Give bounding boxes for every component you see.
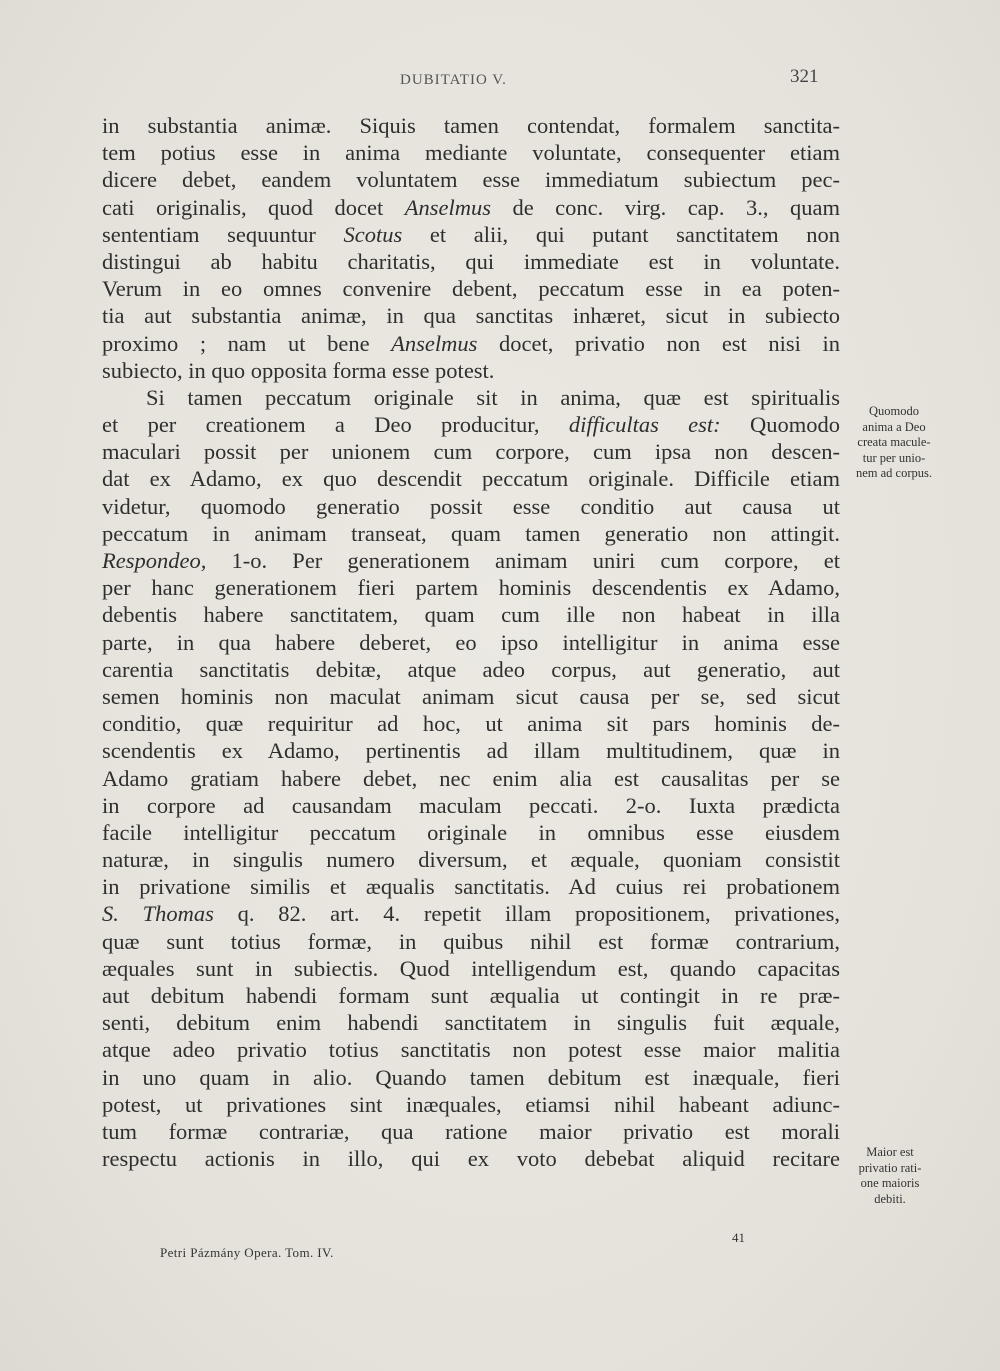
text-line	[102, 1064, 840, 1091]
text-segment: de conc. virg. cap. 3., quam	[490, 194, 840, 220]
text-line	[102, 1009, 840, 1036]
text-segment: conditio, quæ requiritur ad hoc, ut anima sit pars hominis de-	[102, 711, 840, 737]
text-line	[102, 493, 840, 520]
text-segment: et per creationem a Deo producitur,	[102, 412, 569, 438]
text-segment: Verum in eo omnes convenire debent, peccatum esse in ea poten-	[102, 276, 840, 302]
text-line	[102, 928, 840, 955]
text-line	[102, 574, 840, 601]
text-segment: tum formæ contrariæ, qua ratione maior privatio est morali	[102, 1118, 840, 1144]
text-line	[102, 248, 840, 275]
text-line	[102, 465, 840, 492]
text-segment: sententiam sequuntur	[102, 221, 344, 247]
text-segment: debentis habere sanctitatem, quam cum ille non habeat in illa	[102, 602, 840, 628]
text-line	[102, 792, 840, 819]
text-segment: aut debitum habendi formam sunt æqualia ut contingit in re præ-	[102, 983, 840, 1008]
text-segment: carentia sanctitatis debitæ, atque adeo corpus, aut generatio, aut	[102, 656, 840, 682]
italic-citation: Anselmus	[391, 330, 478, 356]
text-line	[102, 1091, 840, 1118]
text-segment: 1-o. Per generationem animam uniri cum corpore, et	[206, 548, 840, 573]
text-line	[102, 221, 840, 248]
text-segment: per hanc generationem fieri partem hominis descendentis ex Adamo,	[102, 575, 840, 601]
text-segment: proximo ; nam ut bene	[102, 330, 392, 356]
text-segment: scendentis ex Adamo, pertinentis ad illam multitudinem, quæ in	[102, 738, 840, 764]
text-line	[102, 683, 840, 710]
text-line	[102, 166, 840, 193]
text-segment: dat ex Adamo, ex quo descendit peccatum originale. Difficile etiam	[102, 466, 840, 492]
printer-signature: Petri Pázmány Opera. Tom. IV.	[160, 1245, 334, 1260]
text-line	[102, 1145, 840, 1172]
text-line	[102, 955, 840, 982]
text-line	[102, 656, 840, 683]
text-line	[102, 384, 840, 411]
text-line	[102, 873, 840, 900]
text-segment: semen hominis non maculat animam sicut causa per se, sed sicut	[102, 683, 840, 709]
text-segment: q. 82. art. 4. repetit illam propositionem, privationes,	[213, 901, 840, 927]
italic-citation: Respondeo,	[102, 548, 207, 573]
text-segment: et alii, qui putant sanctitatem non	[402, 221, 840, 247]
text-segment: Adamo gratiam habere debet, nec enim alia est causalitas per se	[102, 765, 840, 791]
italic-citation: Anselmus	[404, 194, 491, 220]
italic-citation: Scotus	[343, 221, 403, 247]
text-line	[102, 900, 840, 927]
text-segment: facile intelligitur peccatum originale in omnibus esse eiusdem	[102, 819, 840, 845]
text-line	[102, 629, 840, 656]
text-segment: quæ sunt totius formæ, in quibus nihil est formæ contrarium,	[102, 928, 840, 954]
margin-note-maior-est: Maior est privatio rati- one maioris debiti.	[858, 1145, 922, 1206]
text-segment: æquales sunt in subiectis. Quod intelligendum est, quando capacitas	[102, 955, 840, 981]
body-text	[102, 112, 840, 1172]
text-segment: videtur, quomodo generatio possit esse conditio aut causa ut	[102, 493, 840, 519]
text-line	[102, 737, 840, 764]
text-segment: docet, privatio non est nisi in	[477, 330, 840, 356]
text-line	[102, 601, 840, 628]
text-line	[102, 194, 840, 221]
text-line	[102, 982, 840, 1009]
text-line	[102, 330, 840, 357]
text-segment: in corpore ad causandam maculam peccati. 2-o. Iuxta prædicta	[102, 792, 840, 818]
text-segment: naturæ, in singulis numero diversum, et æquale, quoniam consistit	[102, 847, 840, 873]
text-line	[102, 438, 840, 465]
text-line	[102, 357, 840, 384]
text-segment: in uno quam in alio. Quando tamen debitum est inæquale, fieri	[102, 1064, 840, 1090]
text-line	[102, 1036, 840, 1063]
italic-citation: S. Thomas	[102, 901, 214, 927]
text-segment: in substantia animæ. Siquis tamen contendat, formalem sanctita-	[102, 113, 840, 138]
text-line	[102, 765, 840, 792]
text-line	[102, 275, 840, 302]
text-segment: Si tamen peccatum originale sit in anima, quæ est spiritualis	[146, 384, 840, 410]
text-line	[102, 710, 840, 737]
text-segment: cati originalis, quod docet	[102, 194, 405, 220]
text-segment: atque adeo privatio totius sanctitatis non potest esse maior malitia	[102, 1037, 840, 1063]
sheet-number: 41	[732, 1230, 745, 1245]
text-segment: respectu actionis in illo, qui ex voto debebat aliquid recitare	[102, 1146, 840, 1172]
text-line	[102, 520, 840, 547]
text-line	[102, 547, 840, 574]
text-segment: dicere debet, eandem voluntatem esse immediatum subiectum pec-	[102, 167, 840, 193]
text-segment: parte, in qua habere deberet, eo ipso intelligitur in anima esse	[102, 629, 840, 655]
running-head: DUBITATIO V.	[400, 72, 507, 88]
italic-citation: difficultas est:	[568, 412, 721, 438]
text-segment: senti, debitum enim habendi sanctitatem in singulis fuit æquale,	[102, 1010, 840, 1036]
text-segment: in privatione similis et æqualis sanctitatis. Ad cuius rei probationem	[102, 874, 840, 900]
text-line	[102, 139, 840, 166]
text-line	[102, 846, 840, 873]
text-segment: tem potius esse in anima mediante voluntate, consequenter etiam	[102, 140, 840, 166]
text-segment: subiecto, in quo opposita forma esse potest.	[102, 357, 495, 383]
text-segment: Quomodo	[720, 412, 840, 438]
text-line	[102, 1118, 840, 1145]
text-segment: peccatum in animam transeat, quam tamen generatio non attingit.	[102, 520, 840, 546]
text-segment: potest, ut privationes sint inæquales, etiamsi nihil habeant adiunc-	[102, 1091, 840, 1117]
text-segment: maculari possit per unionem cum corpore, cum ipsa non descen-	[102, 439, 840, 465]
text-line	[102, 819, 840, 846]
text-segment: tia aut substantia animæ, in qua sanctitas inhæret, sicut in subiecto	[102, 303, 840, 329]
page-number: 321	[790, 66, 819, 87]
margin-note-quomodo: Quomodo anima a Deo creata macule- tur per unio- nem ad corpus.	[855, 404, 933, 480]
text-segment: distingui ab habitu charitatis, qui immediate est in voluntate.	[102, 248, 840, 274]
text-line	[102, 411, 840, 438]
text-line	[102, 302, 840, 329]
text-line	[102, 112, 840, 139]
